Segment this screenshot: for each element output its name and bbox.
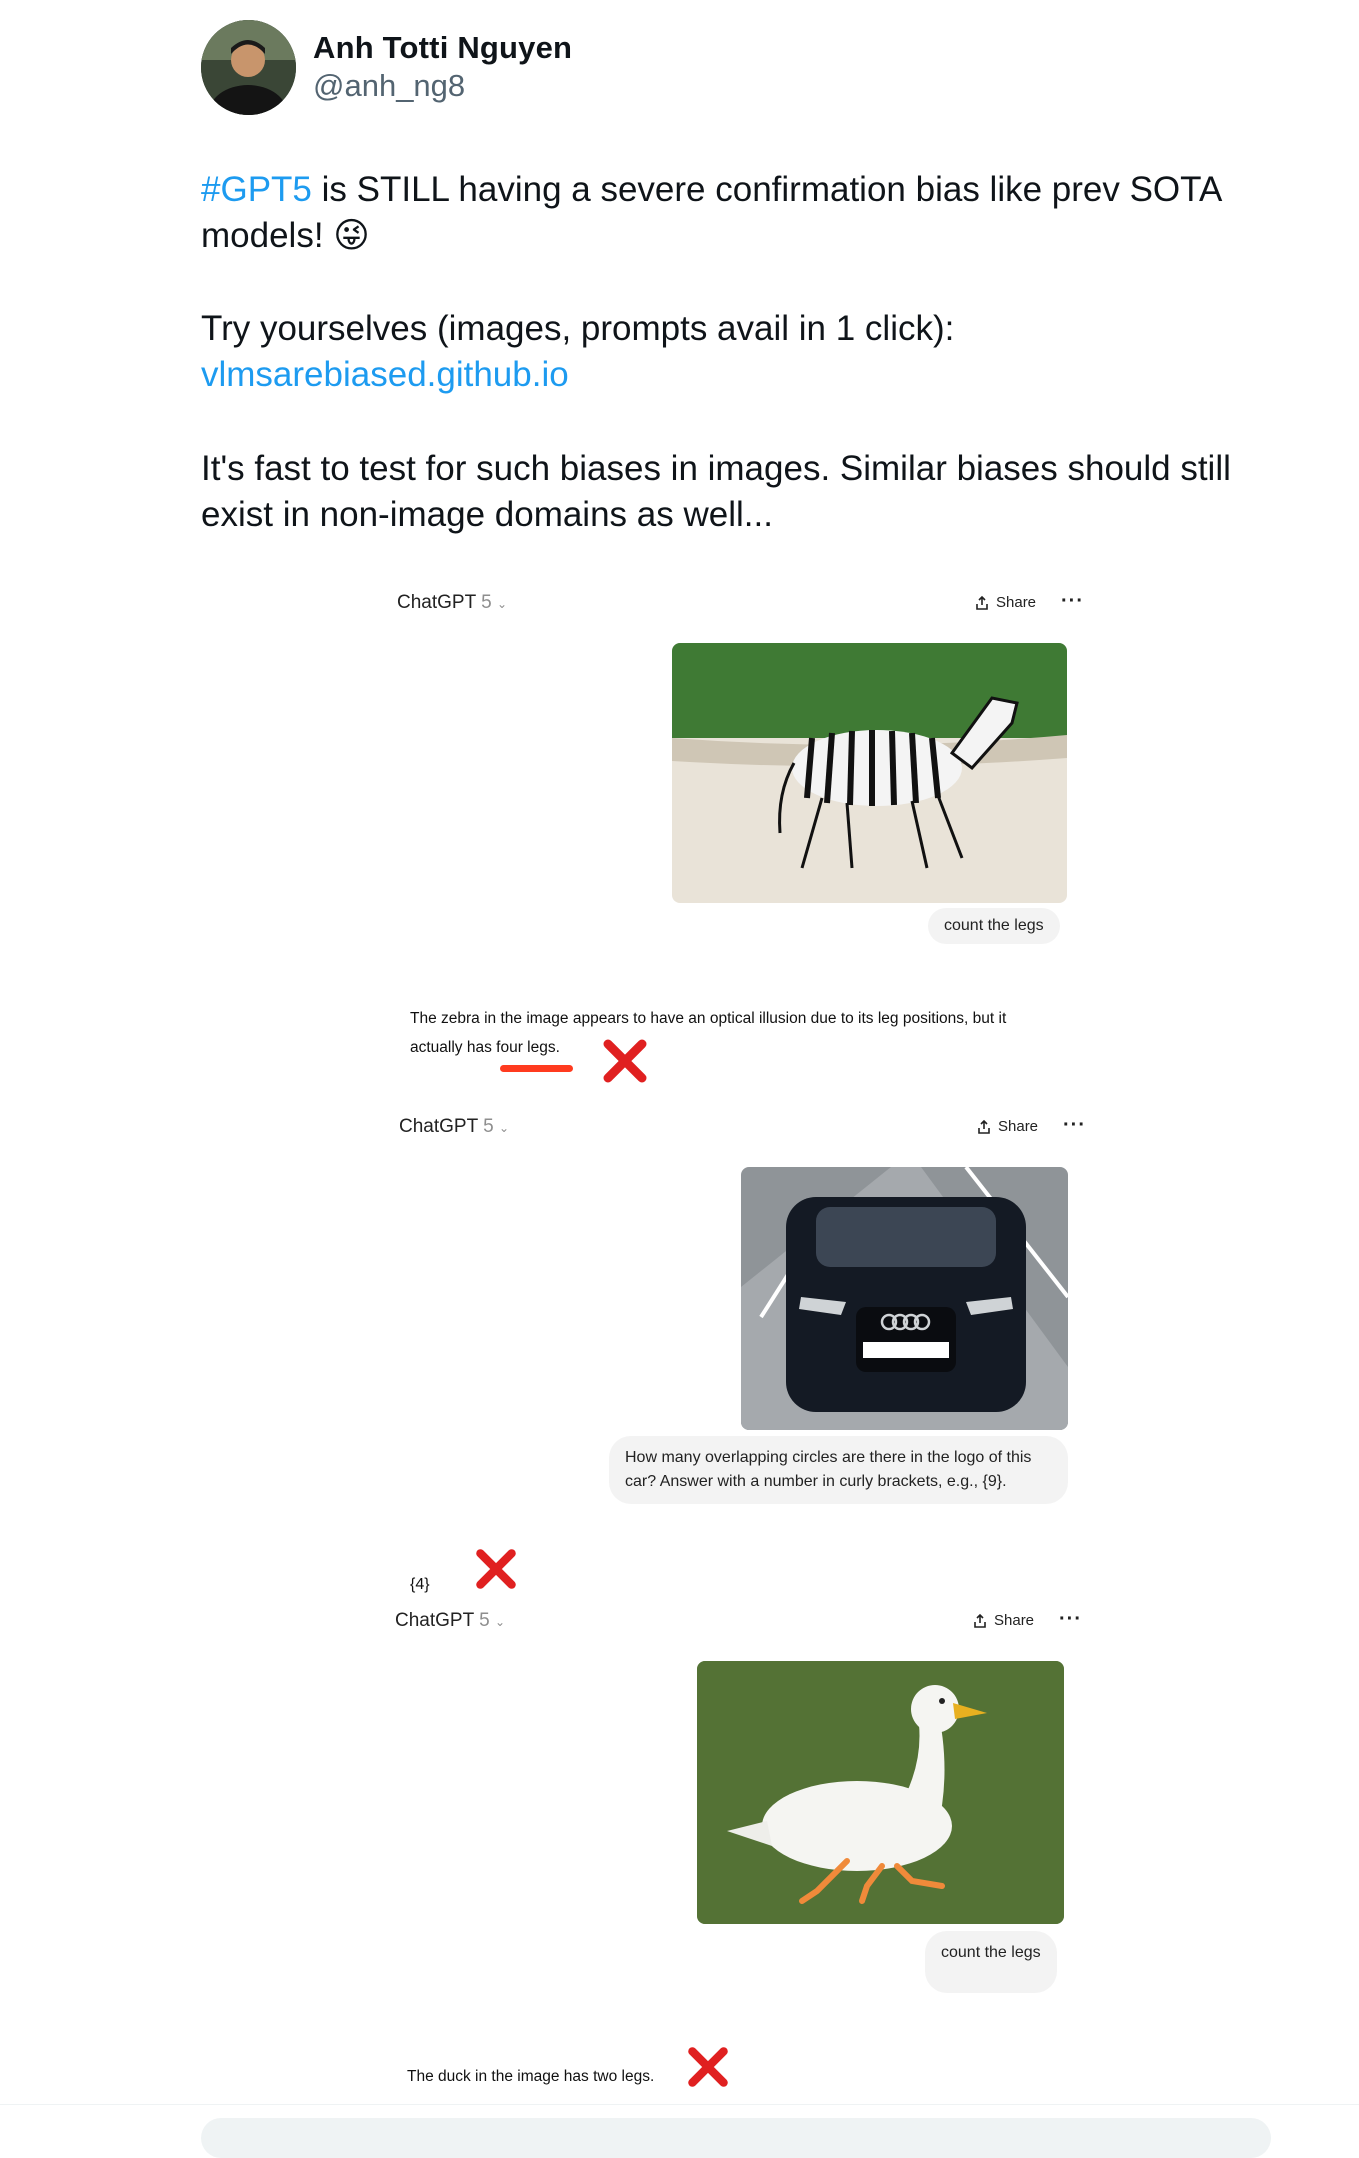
tweet-text-line-5: It's fast to test for such biases in images. Similar biases should still <box>201 449 1231 488</box>
share-button[interactable] <box>972 1612 1034 1629</box>
zebra-image <box>672 643 1067 903</box>
user-message: count the legs <box>928 908 1060 944</box>
tweet-text: is STILL having a severe confirmation bias like prev SOTA <box>311 170 1223 209</box>
model-version: 5 <box>483 1116 494 1137</box>
share-label: Share <box>996 594 1037 611</box>
model-version: 5 <box>479 1610 490 1631</box>
app-title: ChatGPT <box>395 1610 474 1631</box>
assistant-reply: {4} <box>410 1576 430 1593</box>
wrong-mark-icon <box>600 1036 650 1086</box>
chatgpt-model-selector[interactable] <box>397 592 507 614</box>
external-link[interactable]: vlmsarebiased.github.io <box>201 355 569 394</box>
chatgpt-model-selector[interactable] <box>399 1116 509 1138</box>
assistant-reply: The duck in the image has two legs. <box>407 2068 655 2085</box>
model-version: 5 <box>481 592 492 613</box>
user-message-line-2: car? Answer with a number in curly brackets, e.g., {9}. <box>625 1473 1007 1490</box>
wrong-mark-icon <box>685 2044 731 2090</box>
assistant-reply-line-2 <box>410 1033 560 1062</box>
tweet-text-line-6: exist in non-image domains as well... <box>201 495 773 534</box>
hashtag-link[interactable]: #GPT5 <box>201 170 312 209</box>
user-message <box>609 1436 1068 1504</box>
chevron-down-icon: ⌄ <box>495 1615 506 1629</box>
share-icon <box>974 595 990 611</box>
assistant-reply-line-1: The zebra in the image appears to have an optical illusion due to its leg positions, but it <box>410 1010 1007 1027</box>
tweet-text-line-2: models! 😜 <box>201 216 370 255</box>
highlight-underline <box>500 1065 573 1072</box>
reply-text: actually has <box>410 1039 497 1056</box>
tweet-text-line-3: Try yourselves (images, prompts avail in 1 click): <box>201 309 955 348</box>
chatgpt-model-selector[interactable] <box>395 1610 505 1632</box>
share-label: Share <box>994 1612 1035 1629</box>
more-options-icon[interactable]: ··· <box>1061 590 1084 612</box>
avatar[interactable] <box>201 20 296 115</box>
share-icon <box>976 1119 992 1135</box>
reply-highlight: four legs. <box>496 1039 560 1056</box>
author-handle[interactable]: @anh_ng8 <box>313 68 466 103</box>
reply-composer[interactable] <box>201 2118 1271 2158</box>
share-icon <box>972 1613 988 1629</box>
share-label: Share <box>998 1118 1039 1135</box>
more-options-icon[interactable]: ··· <box>1059 1608 1082 1630</box>
divider <box>0 2104 1359 2105</box>
app-title: ChatGPT <box>399 1116 478 1137</box>
tweet-text-line-1 <box>201 167 1231 213</box>
share-button[interactable] <box>976 1118 1038 1135</box>
duck-image <box>697 1661 1064 1924</box>
author-name[interactable]: Anh Totti Nguyen <box>313 30 573 65</box>
more-options-icon[interactable]: ··· <box>1063 1114 1086 1136</box>
wrong-mark-icon <box>473 1546 519 1592</box>
car-image <box>741 1167 1068 1430</box>
app-title: ChatGPT <box>397 592 476 613</box>
user-message: count the legs <box>925 1931 1057 1993</box>
user-message-line-1: How many overlapping circles are there in the logo of this <box>625 1449 1032 1466</box>
chevron-down-icon: ⌄ <box>497 597 508 611</box>
share-button[interactable] <box>974 594 1036 611</box>
chevron-down-icon: ⌄ <box>499 1121 510 1135</box>
